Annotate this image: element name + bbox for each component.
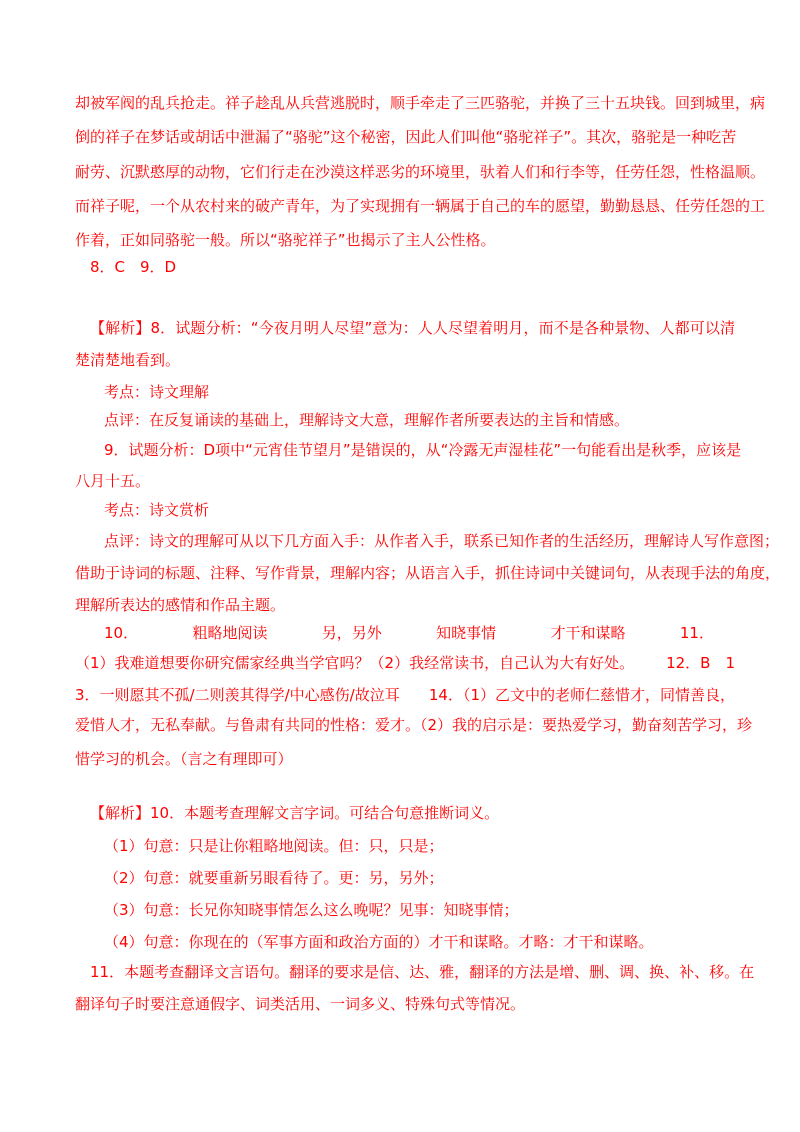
- sentence-explanation: （1）句意：只是让你粗略地阅读。但：只，只是；: [104, 837, 444, 855]
- text-line: 楚清楚地看到。: [75, 351, 181, 369]
- answer-11-text: （1）我难道想要你研究儒家经典当学官吗？（2）我经常读书，自己认为大有好处。: [75, 654, 635, 672]
- answer-cell: 才干和谋略: [550, 624, 626, 642]
- answer-row-11: [75, 653, 735, 673]
- text-line: 八月十五。: [75, 472, 151, 490]
- answer-12-text: 12．B 1: [666, 654, 735, 672]
- answer-row-13: [75, 685, 735, 705]
- text-line: 倒的祥子在梦话或胡话中泄漏了“骆驼”这个秘密，因此人们叫他“骆驼祥子”。其次，骆驼是一种吃苦: [75, 128, 737, 146]
- text-line: 而祥子呢，一个从农村来的破产青年，为了实现拥有一辆属于自己的车的愿望，勤勤恳恳、任劳任怨的工: [75, 197, 766, 215]
- answer-14-text: 14．（1）乙文中的老师仁慈惜才，同情善良，: [428, 686, 735, 704]
- sentence-explanation: （2）句意：就要重新另眼看待了。更：另，另外；: [104, 869, 444, 887]
- text-line: 却被军阀的乱兵抢走。祥子趁乱从兵营逃脱时，顺手牵走了三匹骆驼，并换了三十五块钱。回到城里，病: [75, 94, 766, 112]
- comment-line: 点评：诗文的理解可从以下几方面入手：从作者入手，联系已知作者的生活经历，理解诗人写作意图；: [104, 532, 780, 550]
- text-line: 借助于诗词的标题、注释、写作背景，理解内容；从语言入手，抓住诗词中关键词句，从表现手法的角度，: [75, 564, 781, 582]
- text-line: 作着，正如同骆驼一般。所以“骆驼祥子”也揭示了主人公性格。: [75, 231, 496, 249]
- knowledge-point: 考点：诗文理解: [104, 383, 210, 401]
- text-line: 理解所表达的感情和作品主题。: [75, 596, 286, 614]
- answer-cell: 11．: [679, 624, 714, 642]
- answer-13-text: 3．一则愿其不孤/二则羡其得学/中心感伤/故泣耳: [75, 686, 400, 704]
- comment-line: 点评：在反复诵读的基础上，理解诗文大意，理解作者所要表达的主旨和情感。: [104, 411, 630, 429]
- knowledge-point: 考点：诗文赏析: [104, 501, 210, 519]
- answer-cell: 另，另外: [321, 624, 382, 642]
- text-line: 爱惜人才，无私奉献。与鲁肃有共同的性格：爱才。（2）我的启示是：要热爱学习，勤奋刻苦学习，珍: [75, 716, 753, 734]
- answer-cell: 知晓事情: [436, 624, 497, 642]
- sentence-explanation: （3）句意：长兄你知晓事情怎么这么晚呢？见事：知晓事情；: [104, 901, 519, 919]
- answer-row-10: [104, 623, 714, 643]
- text-line: 9．试题分析：D项中“元宵佳节望月”是错误的，从“冷露无声湿桂花”一句能看出是秋季，应该是: [104, 441, 742, 459]
- sentence-explanation: （4）句意：你现在的（军事方面和政治方面的）才干和谋略。才略：才干和谋略。: [104, 933, 654, 951]
- text-line: 惜学习的机会。（言之有理即可）: [75, 750, 293, 768]
- analysis-heading-line: 【解析】10．本题考查理解文言字词。可结合句意推断词义。: [90, 804, 500, 822]
- text-line: 翻译句子时要注意通假字、词类活用、一词多义、特殊句式等情况。: [75, 995, 526, 1013]
- answer-cell: 粗略地阅读: [192, 624, 268, 642]
- analysis-heading-line: 【解析】8．试题分析：“今夜月明人尽望”意为：人人尽望着明月，而不是各种景物、人都可以清: [90, 319, 735, 337]
- text-line: 耐劳、沉默憨厚的动物，它们行走在沙漠这样恶劣的环境里，驮着人们和行李等，任劳任怨，性格温顺。: [75, 163, 766, 181]
- answer-line: 8．C 9．D: [90, 258, 177, 276]
- text-line: 11．本题考查翻译文言语句。翻译的要求是信、达、雅，翻译的方法是增、删、调、换、补、移。在: [90, 963, 755, 981]
- answer-cell: 10．: [104, 624, 139, 642]
